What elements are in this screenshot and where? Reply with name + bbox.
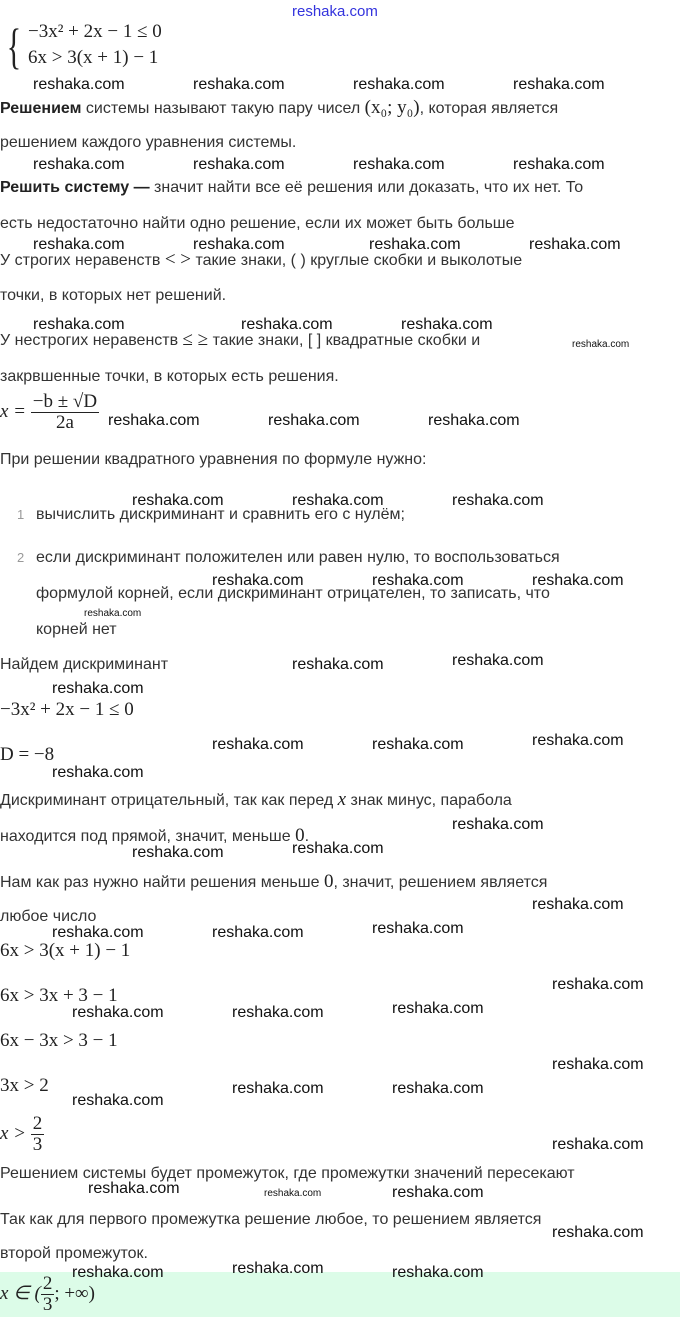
watermark: reshaka.com <box>52 764 144 781</box>
list-item: если дискриминант положителен или равен нулю, то воспользоваться <box>36 549 560 566</box>
bold-term: Решить систему — <box>0 179 150 196</box>
watermark: reshaka.com <box>108 412 200 429</box>
watermark: reshaka.com <box>88 1180 180 1197</box>
discriminant-value: D = −8 <box>0 744 55 765</box>
system-line-1: −3x² + 2x − 1 ≤ 0 <box>28 21 162 42</box>
watermark: reshaka.com <box>72 1004 164 1021</box>
paragraph-line: точки, в которых нет решений. <box>0 287 227 304</box>
step-equation: 3x > 2 <box>0 1075 49 1096</box>
watermark: reshaka.com <box>33 76 125 93</box>
answer: x ∈ ( $\frac{2}{3}$ ; +∞) <box>0 1274 95 1315</box>
watermark: reshaka.com <box>392 1000 484 1017</box>
paragraph-line: Дискриминант отрицательный, так как перед x знак минус, парабола <box>0 789 512 810</box>
step-equation: 6x − 3x > 3 − 1 <box>0 1030 118 1051</box>
watermark: reshaka.com <box>552 1136 644 1153</box>
watermark: reshaka.com <box>292 492 384 509</box>
watermark: reshaka.com <box>392 1184 484 1201</box>
watermark-small: reshaka.com <box>84 608 142 619</box>
paragraph-line: Нам как раз нужно найти решения меньше 0, значит, решением является <box>0 871 548 892</box>
step-equation: 6x > 3x + 3 − 1 <box>0 985 118 1006</box>
watermark: reshaka.com <box>52 924 144 941</box>
paragraph-line: закрвшенные точки, в которых есть решения. <box>0 368 339 385</box>
watermark: reshaka.com <box>193 236 285 253</box>
quadratic-formula: x = $\frac{-b \pm √D}{2a}$ <box>0 392 98 433</box>
watermark: reshaka.com <box>33 236 125 253</box>
paragraph-line: находится под прямой, значит, меньше 0. <box>0 825 310 846</box>
watermark: reshaka.com <box>33 316 125 333</box>
system-brace: { <box>6 18 22 74</box>
watermark: reshaka.com <box>292 656 384 673</box>
watermark: reshaka.com <box>132 492 224 509</box>
watermark: reshaka.com <box>232 1260 324 1277</box>
system-line-2: 6x > 3(x + 1) − 1 <box>28 47 159 68</box>
watermark: reshaka.com <box>452 816 544 833</box>
paragraph-solve-def: Решить систему — значит найти все её решения или доказать, что их нет. То <box>0 179 584 196</box>
watermark: reshaka.com <box>532 572 624 589</box>
watermark: reshaka.com <box>513 76 605 93</box>
list-item-line: формулой корней, если дискриминант отрицателен, то записать, что <box>36 585 550 602</box>
paragraph-line: решением каждого уравнения системы. <box>0 134 297 151</box>
list-item: вычислить дискриминант и сравнить его с нулём; <box>36 506 405 523</box>
watermark: reshaka.com <box>452 652 544 669</box>
paragraph-line: Найдем дискриминант <box>0 656 169 673</box>
paragraph-solution-def: Решением системы называют такую пару чисел (x₀; y₀), которая является <box>0 97 559 118</box>
watermark: reshaka.com <box>532 896 624 913</box>
watermark: reshaka.com <box>529 236 621 253</box>
equation: −3x² + 2x − 1 ≤ 0 <box>0 699 134 720</box>
watermark: reshaka.com <box>292 3 378 20</box>
paragraph-line: есть недостаточно найти одно решение, если их может быть больше <box>0 215 515 232</box>
watermark: reshaka.com <box>372 920 464 937</box>
watermark-small: reshaka.com <box>572 339 630 350</box>
paragraph-nonstrict: У нестрогих неравенств ≤ ≥ такие знаки, [ ] квадратные скобки и <box>0 329 481 350</box>
paragraph-line: Решением системы будет промежуток, где промежутки значений пересекают <box>0 1165 575 1182</box>
step-equation: 6x > 3(x + 1) − 1 <box>0 940 131 961</box>
watermark: reshaka.com <box>372 572 464 589</box>
paragraph-line: При решении квадратного уравнения по формуле нужно: <box>0 451 427 468</box>
watermark: reshaka.com <box>552 976 644 993</box>
watermark: reshaka.com <box>33 156 125 173</box>
watermark: reshaka.com <box>212 924 304 941</box>
watermark: reshaka.com <box>353 76 445 93</box>
watermark: reshaka.com <box>552 1224 644 1241</box>
watermark: reshaka.com <box>392 1264 484 1281</box>
list-number: 2 <box>17 550 25 565</box>
watermark: reshaka.com <box>552 1056 644 1073</box>
final-inequality: x > $\frac{2}{3}$ <box>0 1113 43 1155</box>
watermark: reshaka.com <box>52 680 144 697</box>
watermark: reshaka.com <box>372 736 464 753</box>
watermark: reshaka.com <box>193 76 285 93</box>
watermark: reshaka.com <box>401 316 493 333</box>
watermark: reshaka.com <box>292 840 384 857</box>
watermark: reshaka.com <box>532 732 624 749</box>
watermark: reshaka.com <box>212 572 304 589</box>
watermark: reshaka.com <box>241 316 333 333</box>
watermark: reshaka.com <box>369 236 461 253</box>
watermark: reshaka.com <box>428 412 520 429</box>
paragraph-line: любое число <box>0 908 97 925</box>
watermark: reshaka.com <box>353 156 445 173</box>
list-number: 1 <box>17 507 25 522</box>
watermark: reshaka.com <box>212 736 304 753</box>
watermark-small: reshaka.com <box>264 1188 322 1199</box>
watermark: reshaka.com <box>513 156 605 173</box>
watermark: reshaka.com <box>232 1004 324 1021</box>
paragraph-line: Так как для первого промежутка решение любое, то решением является <box>0 1211 542 1228</box>
paragraph-strict: У строгих неравенств < > такие знаки, ( ) круглые скобки и выколотые <box>0 249 523 270</box>
watermark: reshaka.com <box>193 156 285 173</box>
watermark: reshaka.com <box>132 844 224 861</box>
bold-term: Решением <box>0 100 82 117</box>
watermark: reshaka.com <box>452 492 544 509</box>
watermark: reshaka.com <box>392 1080 484 1097</box>
list-item-line: корней нет <box>36 621 117 638</box>
paragraph-line: второй промежуток. <box>0 1245 148 1262</box>
watermark: reshaka.com <box>232 1080 324 1097</box>
watermark: reshaka.com <box>72 1092 164 1109</box>
watermark: reshaka.com <box>268 412 360 429</box>
watermark: reshaka.com <box>72 1264 164 1281</box>
